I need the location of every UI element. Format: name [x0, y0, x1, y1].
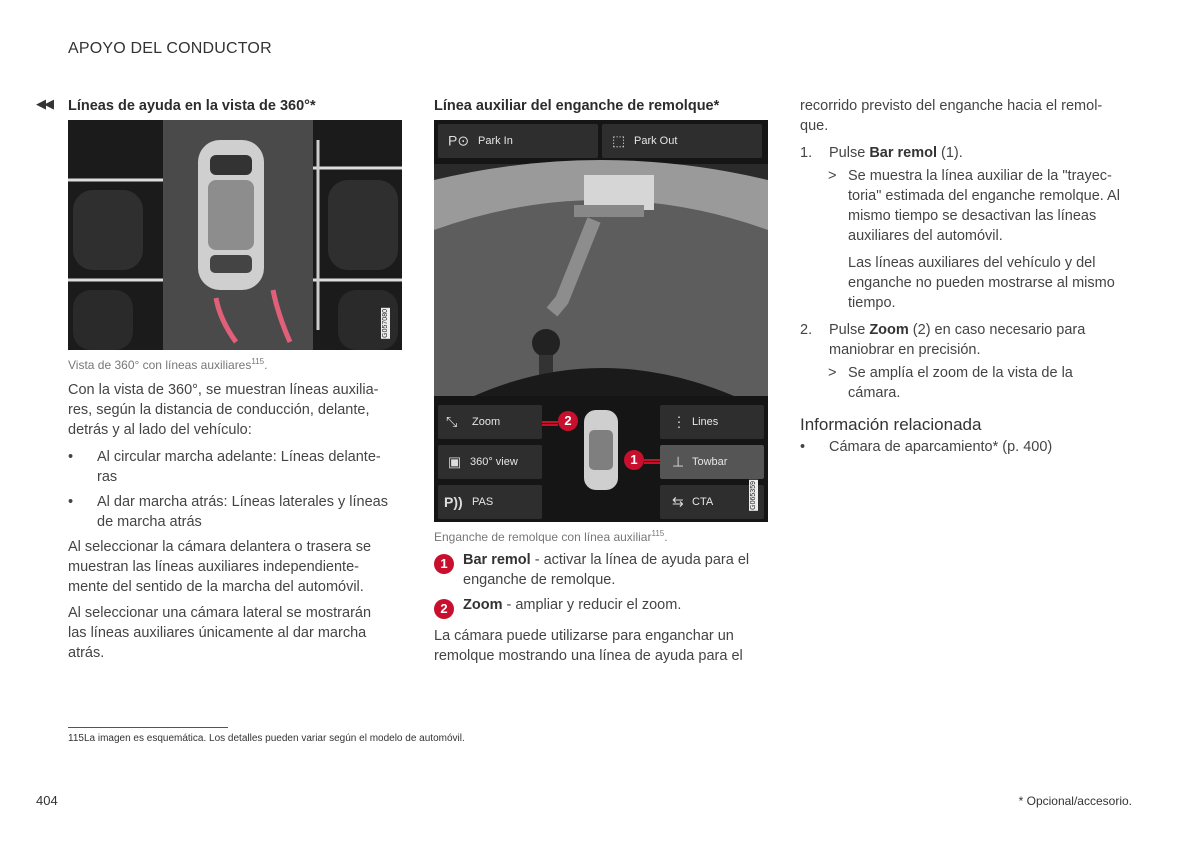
list-item: • Al circular marcha adelante: Líneas delante-ras [68, 449, 381, 485]
towbar-icon: ⊥ [672, 453, 685, 470]
step-1-result: > Se muestra la línea auxiliar de la "trayec-toria" estimada del enganche remolque. Al mismo tiempo se desactivan las líneas auxiliares del automóvil. [828, 168, 1120, 244]
park-in-label: Park In [478, 135, 513, 147]
back-nav-icon[interactable]: ◀◀ [36, 96, 52, 111]
park-out-label: Park Out [634, 135, 678, 147]
lines-icon: ⋮ [672, 413, 686, 430]
paragraph-continued: recorrido previsto del enganche hacia el remol-que. [800, 98, 1103, 134]
view-360-label: 360° view [470, 456, 518, 468]
view-360-icon: ▣ [448, 453, 462, 470]
towbar-button[interactable] [660, 445, 764, 479]
step-1: 1. Pulse Bar remol (1). [800, 145, 963, 161]
section-header: APOYO DEL CONDUCTOR [68, 40, 272, 57]
park-in-icon: P⊙ [448, 132, 470, 149]
footnote-divider [68, 727, 228, 728]
figure-towbar-screen [434, 120, 768, 522]
figure-caption-360: Vista de 360° con líneas auxiliares$^{115}$. [68, 357, 268, 372]
paragraph-front-rear: Al seleccionar la cámara delantera o trasera se muestran las líneas auxiliares independiente-mente del sentido de la marcha del automóvil. [68, 539, 372, 595]
pas-button[interactable] [438, 485, 542, 519]
view-360-button[interactable] [438, 445, 542, 479]
step-2-result: > Se amplía el zoom de la vista de la cámara. [828, 365, 1073, 401]
park-out-icon: ⬚ [612, 132, 626, 149]
paragraph-towbar-intro: La cámara puede utilizarse para enganchar un remolque mostrando una línea de ayuda para el [434, 628, 743, 664]
pas-icon: P)) [444, 494, 463, 510]
towbar-label: Towbar [692, 456, 728, 468]
paragraph-side-camera: Al seleccionar una cámara lateral se mostrarán las líneas auxiliares únicamente al dar marcha atrás. [68, 605, 372, 661]
callout-1: 1 [624, 450, 644, 470]
list-item-bar-remol: 1 Bar remol - activar la línea de ayuda para el enganche de remolque. [434, 550, 764, 590]
list-item: • Al dar marcha atrás: Líneas laterales y líneas de marcha atrás [68, 494, 388, 530]
zoom-icon: ⤡ [446, 413, 458, 430]
paragraph-360-intro: Con la vista de 360°, se muestran líneas auxilia-res, según la distancia de conducción, delante, detrás y al lado del vehículo: [68, 382, 379, 438]
section-heading-towbar: Línea auxiliar del enganche de remolque* [434, 98, 720, 114]
related-link-item[interactable]: • Cámara de aparcamiento* (p. 400) [800, 439, 1053, 455]
figure-360-view [68, 120, 402, 350]
figure-caption-towbar: Enganche de remolque con línea auxiliar$^{115}$. [434, 529, 668, 544]
callout-2: 2 [558, 411, 578, 431]
optional-note: * Opcional/accesorio. [1018, 794, 1132, 808]
cta-icon: ⇆ [672, 493, 684, 510]
list-item-zoom: 2 Zoom - ampliar y reducir el zoom. [434, 595, 764, 615]
step-2: 2. Pulse Zoom (2) en caso necesario para maniobrar en precisión. [800, 322, 1086, 358]
zoom-label: Zoom [472, 416, 501, 428]
figure-code: G057080 [382, 309, 389, 338]
figure-code: G065359 [750, 481, 757, 510]
related-info-heading: Información relacionada [800, 415, 982, 434]
pas-label: PAS [472, 496, 494, 508]
footnote: 115La imagen es esquemática. Los detalles pueden variar según el modelo de automóvil. [68, 733, 465, 744]
cta-label: CTA [692, 496, 714, 508]
park-out-button[interactable] [602, 124, 762, 158]
section-heading-360: Líneas de ayuda en la vista de 360°* [68, 98, 316, 114]
page-number: 404 [36, 793, 58, 808]
zoom-button[interactable] [438, 405, 542, 439]
step-1-note: Las líneas auxiliares del vehículo y del enganche no pueden mostrarse al mismo tiempo. [848, 255, 1115, 311]
lines-button[interactable] [660, 405, 764, 439]
figure-360-illustration [68, 120, 402, 350]
park-in-button[interactable] [438, 124, 598, 158]
lines-label: Lines [692, 416, 719, 428]
